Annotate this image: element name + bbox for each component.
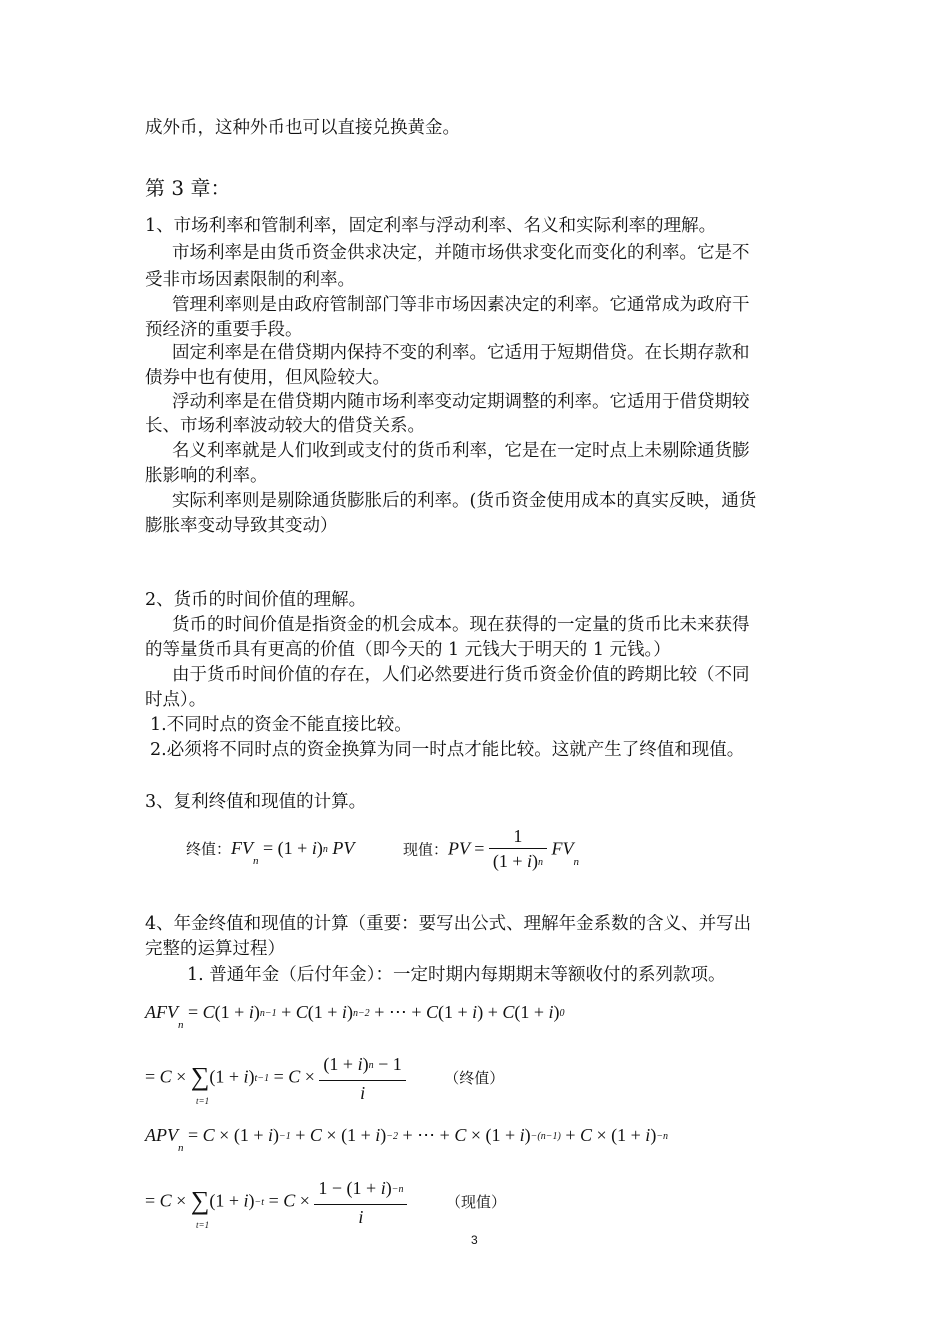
section2-line: 时点）。 bbox=[145, 690, 207, 710]
formula-annuity-fv-sum: = C × ∑(1 + i)t−1 = C × $\frac{(1 + i)n - 1}{i}$ （终值） bbox=[145, 1054, 505, 1103]
section1-line: 膨胀率变动导致其变动） bbox=[145, 516, 338, 536]
page-number: 3 bbox=[471, 1233, 478, 1247]
formula-annuity-fv-expansion: $AFV_n = C(1 + i)n-1 + C(1 + i)n-2$ + ⋯ + C(1 + i) + C(1 + i)0 bbox=[145, 1002, 565, 1031]
section2-list-item: 2.必须将不同时点的资金换算为同一时点才能比较。这就产生了终值和现值。 bbox=[150, 740, 745, 760]
section2-line: 货币的时间价值是指资金的机会成本。现在获得的一定量的货币比未来获得 bbox=[172, 615, 750, 635]
section1-line: 胀影响的利率。 bbox=[145, 466, 268, 486]
section1-line: 浮动利率是在借贷期内随市场利率变动定期调整的利率。它适用于借贷期较 bbox=[172, 392, 750, 412]
section1-line: 名义利率就是人们收到或支付的货币利率，它是在一定时点上未剔除通货膨 bbox=[172, 441, 750, 461]
sum-lower-limit: t=1 bbox=[196, 1220, 210, 1230]
section1-line: 市场利率是由货币资金供求决定，并随市场供求变化而变化的利率。它是不 bbox=[172, 243, 750, 263]
formula-future-value: 终值：$FV_n = (1 + i)n$ PV bbox=[186, 838, 355, 867]
section2-line: 由于货币时间价值的存在，人们必然要进行货币资金价值的跨期比较（不同 bbox=[172, 665, 750, 685]
section1-line: 债券中也有使用，但风险较大。 bbox=[145, 368, 390, 388]
section1-line: 固定利率是在借贷期内保持不变的利率。它适用于短期借贷。在长期存款和 bbox=[172, 343, 750, 363]
section2-list-item: 1.不同时点的资金不能直接比较。 bbox=[150, 715, 412, 735]
section3-title: 3、复利终值和现值的计算。 bbox=[145, 792, 367, 812]
section2-title: 2、货币的时间价值的理解。 bbox=[145, 590, 367, 610]
sum-lower-limit: t=1 bbox=[196, 1096, 210, 1106]
section1-line: 管理利率则是由政府管制部门等非市场因素决定的利率。它通常成为政府干 bbox=[172, 295, 750, 315]
chapter-heading: 第 3 章： bbox=[145, 176, 231, 200]
section4-line: 1. 普通年金（后付年金）：一定时期内每期期末等额收付的系列款项。 bbox=[187, 965, 726, 985]
section2-line: 的等量货币具有更高的价值（即今天的 1 元钱大于明天的 1 元钱。） bbox=[145, 640, 671, 660]
section1-title: 1、市场利率和管制利率，固定利率与浮动利率、名义和实际利率的理解。 bbox=[145, 216, 717, 236]
section4-title-continued: 完整的运算过程） bbox=[145, 939, 285, 959]
formula-annuity-pv-expansion: $APV_n = C \times (1 + i)-1 + C \times (1 + i)-2$ + ⋯ + C × (1 + i)−(n−1) + C × (1 + i)−n bbox=[145, 1125, 669, 1154]
section1-line: 预经济的重要手段。 bbox=[145, 320, 303, 340]
section4-title: 4、年金终值和现值的计算（重要：要写出公式、理解年金系数的含义、并写出 bbox=[145, 914, 752, 934]
paragraph-continuation: 成外币，这种外币也可以直接兑换黄金。 bbox=[145, 118, 460, 138]
section1-line: 受非市场因素限制的利率。 bbox=[145, 270, 355, 290]
formula-present-value: 现值：PV = $\frac{1}{(1 + i)n}$ $FV_n$ bbox=[403, 826, 580, 871]
section1-line: 实际利率则是剔除通货膨胀后的利率。(货币资金使用成本的真实反映，通货 bbox=[172, 491, 757, 511]
formula-annuity-pv-sum: = C × ∑(1 + i)−t = C × $\frac{1 - (1 + i)-n}{i}$ （现值） bbox=[145, 1178, 506, 1227]
section1-line: 长、市场利率波动较大的借贷关系。 bbox=[145, 416, 425, 436]
